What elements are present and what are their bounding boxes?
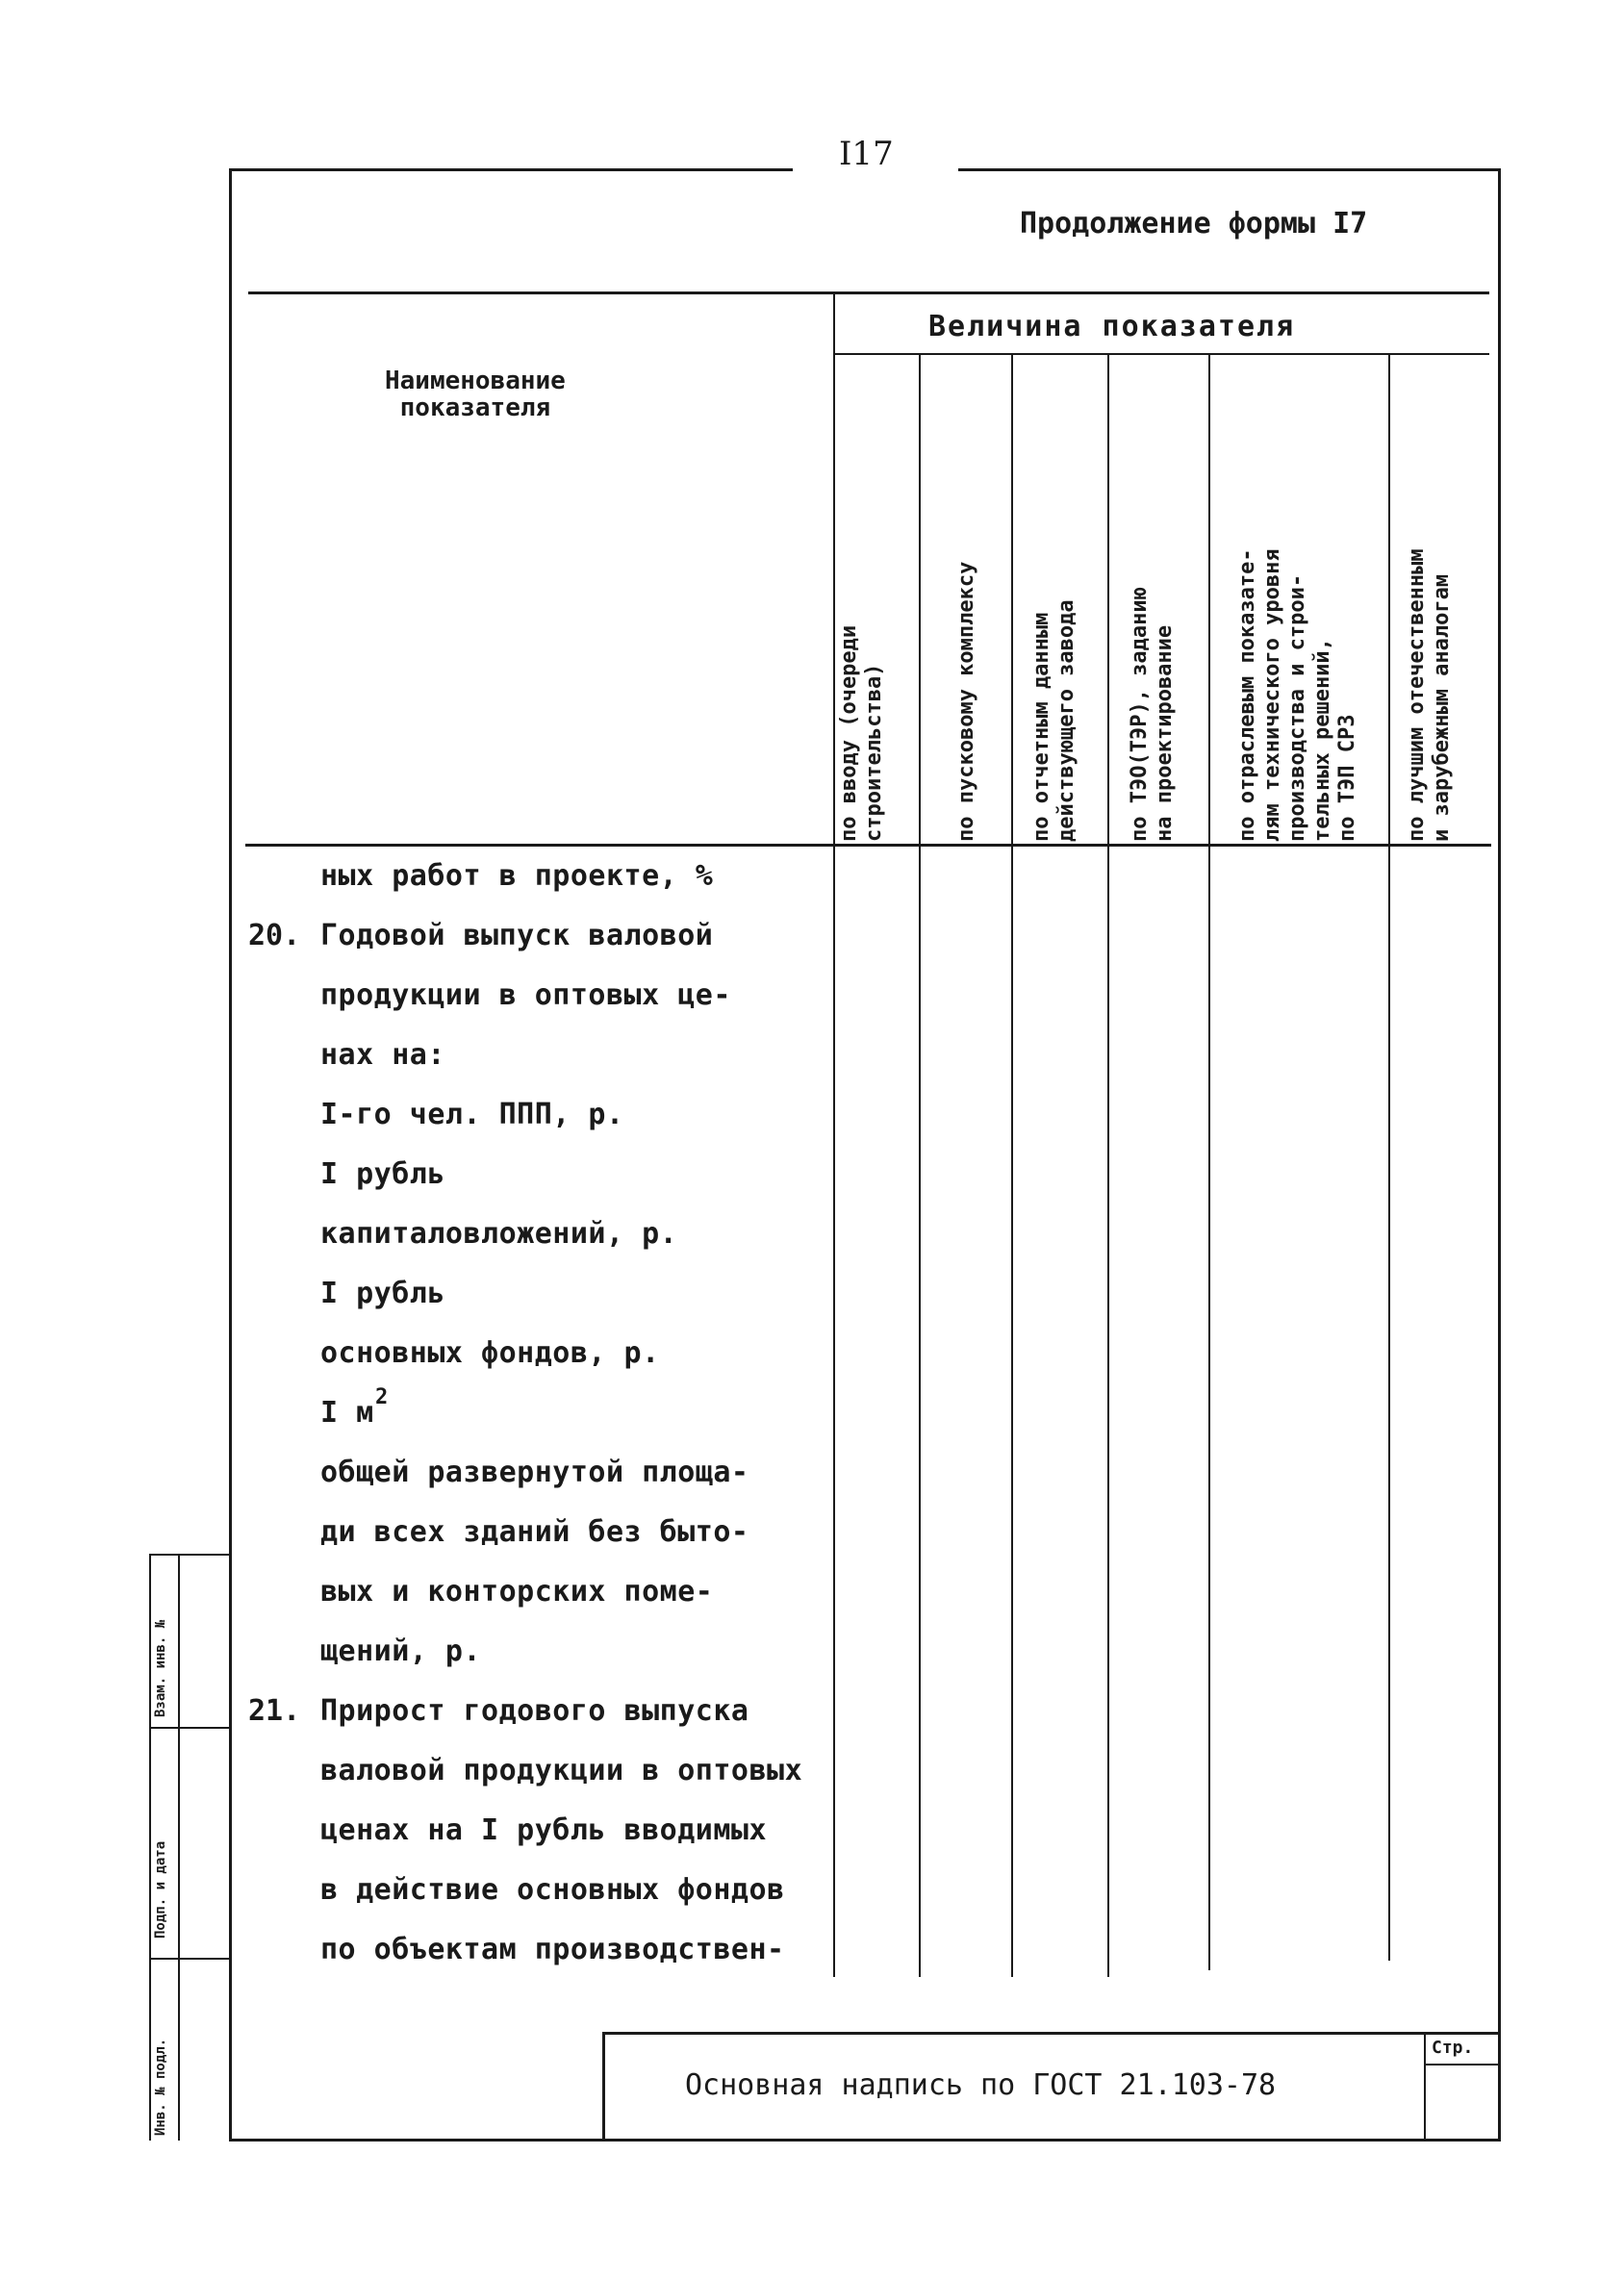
value-header-underline <box>835 353 1489 355</box>
row-text: в действие основных фондов <box>320 1873 785 1907</box>
stamp-inv-no: Инв. № подл. <box>153 2038 168 2136</box>
title-block-left <box>602 2032 605 2141</box>
row-text: ценах на I рубль вводимых <box>320 1813 768 1847</box>
frame-top-left <box>231 168 793 171</box>
row-text: капиталовложений, р. <box>320 1217 678 1251</box>
value-header: Величина показателя <box>928 310 1296 343</box>
row-text: общей развернутой площа- <box>320 1456 749 1489</box>
page-label: Стр. <box>1432 2038 1474 2058</box>
frame-top-right <box>958 168 1499 171</box>
col-header-5: по отраслевым показате- лям технического уровня производства и строи- тельных решений, по ТЭП СРЗ <box>1235 548 1359 842</box>
continuation-label: Продолжение формы I7 <box>1020 207 1368 241</box>
col-divider-4 <box>1107 354 1109 1977</box>
side-stamp <box>149 1554 231 2141</box>
row-text: Годовой выпуск валовой <box>320 919 714 952</box>
frame-right <box>1498 168 1501 2141</box>
row-text: I-го чел. ППП, р. <box>320 1098 624 1131</box>
col-divider-1 <box>833 293 835 1977</box>
frame-bottom <box>229 2139 1501 2142</box>
title-block-caption: Основная надпись по ГОСТ 21.103-78 <box>685 2068 1277 2102</box>
col-divider-2 <box>919 354 921 1977</box>
row-text: I рубль <box>320 1277 445 1310</box>
col-divider-3 <box>1011 354 1013 1977</box>
superscript-2: 2 <box>375 1385 389 1409</box>
name-header: Наименование показателя <box>385 367 566 422</box>
title-block-top <box>602 2032 1499 2035</box>
col-divider-6 <box>1388 354 1390 1961</box>
col-header-4: по ТЭО(ТЭР), заданию на проектирование <box>1128 587 1177 842</box>
row-text: основных фондов, р. <box>320 1336 660 1370</box>
row-number: 20. <box>248 919 301 952</box>
col-header-3: по отчетным данным действующего завода <box>1029 599 1078 842</box>
col-header-2: по пусковому комплексу <box>954 561 978 842</box>
row-text: I рубль <box>320 1157 445 1191</box>
row-text: валовой продукции в оптовых <box>320 1754 803 1787</box>
row-text: Прирост годового выпуска <box>320 1694 749 1728</box>
title-block-page-divider <box>1424 2032 1426 2141</box>
title-block-page-sep <box>1424 2064 1499 2066</box>
row-text: ных работ в проекте, % <box>320 859 714 893</box>
row-text: продукции в оптовых це- <box>320 978 731 1012</box>
row-text: ди всех зданий без быто- <box>320 1515 749 1549</box>
stamp-sign-date: Подп. и дата <box>153 1840 168 1939</box>
stamp-replace-inv: Взам. инв. № <box>153 1619 168 1717</box>
col-divider-5 <box>1208 354 1210 1970</box>
row-number: 21. <box>248 1694 301 1728</box>
row-text: по объектам производствен- <box>320 1933 785 1966</box>
header-top-line <box>248 291 1489 294</box>
row-text: I м <box>320 1396 374 1430</box>
row-text: нах на: <box>320 1038 445 1072</box>
col-header-6: по лучшим отечественным и зарубежным аналогам <box>1405 548 1454 842</box>
row-text: щений, р. <box>320 1635 482 1668</box>
row-text: вых и конторских поме- <box>320 1575 714 1609</box>
page-number: I17 <box>839 135 894 173</box>
col-header-1: по вводу (очереди строительства) <box>837 624 886 842</box>
header-bottom-line <box>245 844 1491 847</box>
